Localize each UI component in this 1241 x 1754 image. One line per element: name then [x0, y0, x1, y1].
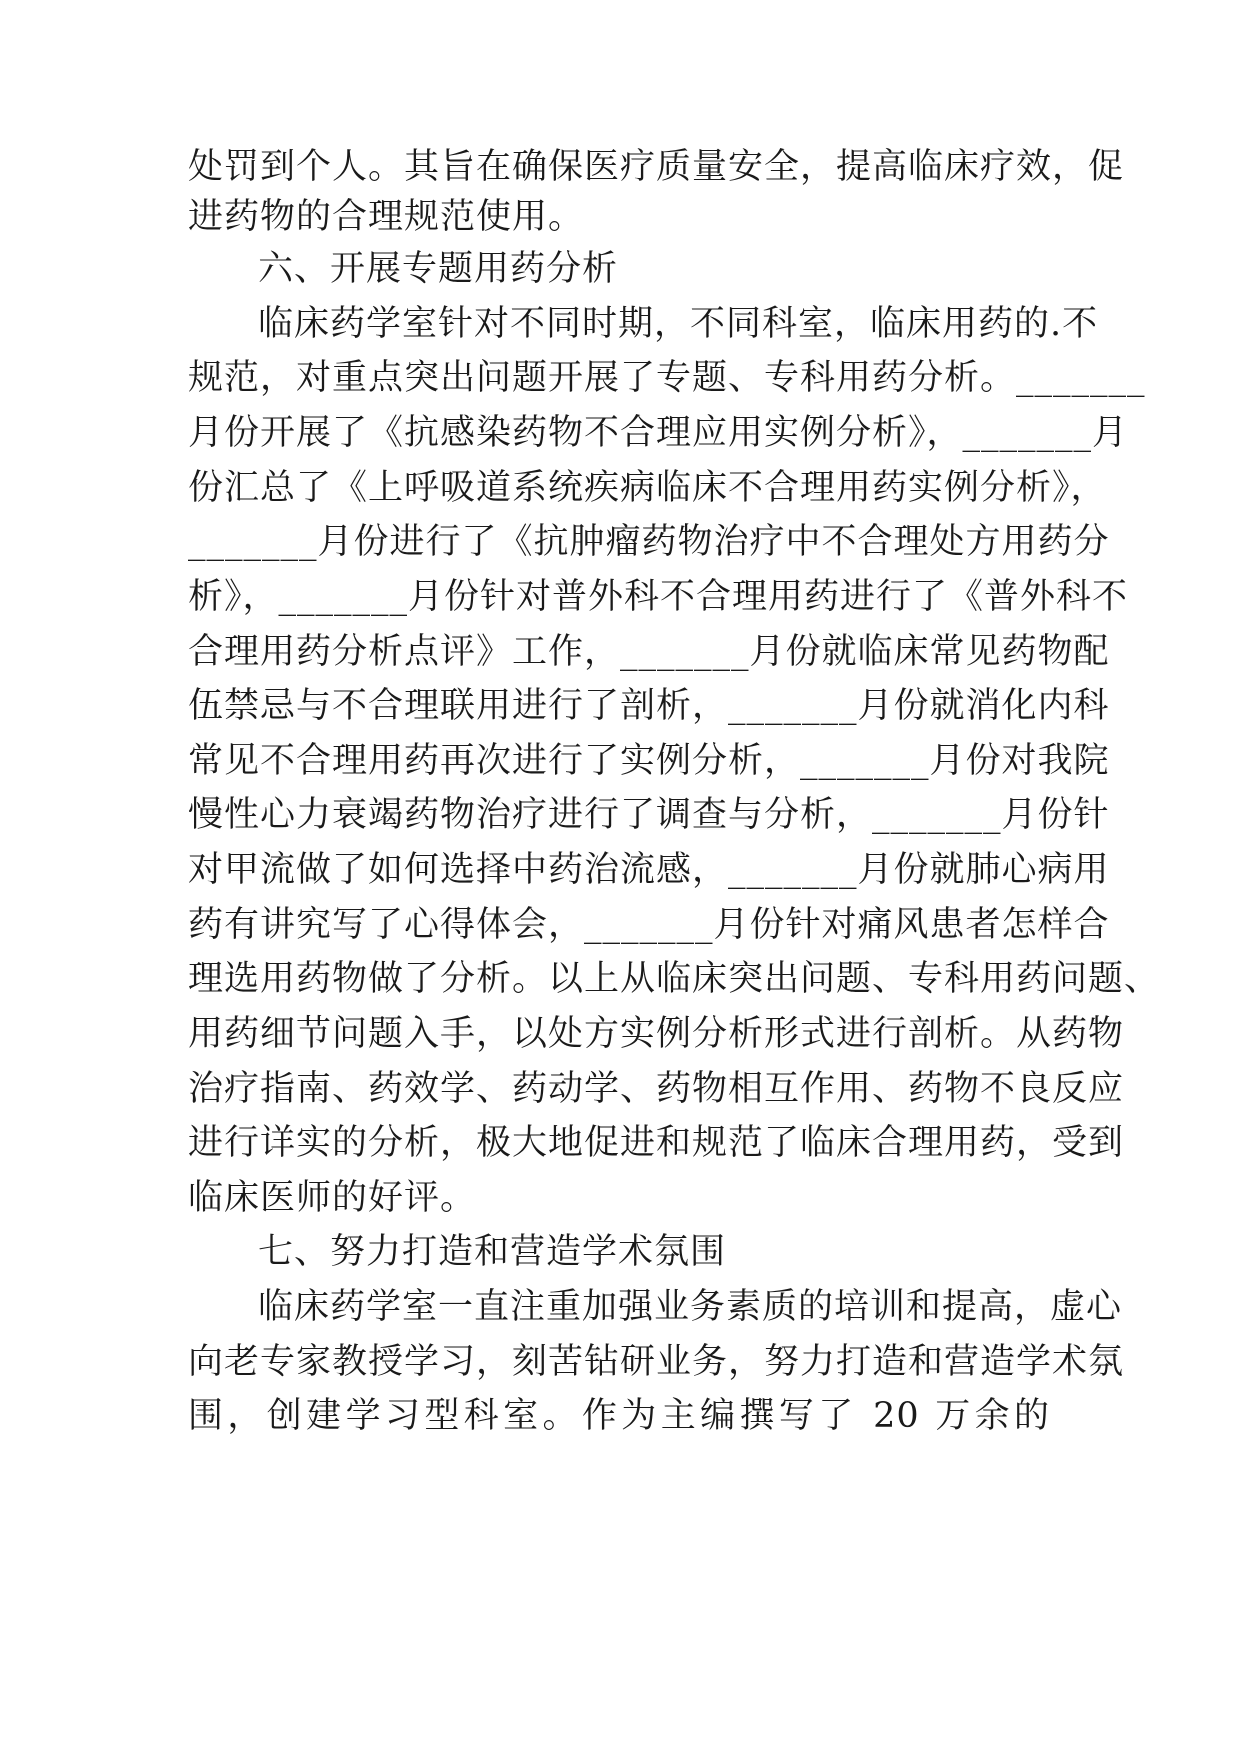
text-line: 进行详实的分析，极大地促进和规范了临床合理用药，受到 [188, 1123, 1125, 1163]
text-line: 用药细节问题入手，以处方实例分析形式进行剖析。从药物 [188, 1014, 1125, 1054]
text-line: 临床药学室针对不同时期，不同科室，临床用药的.不 [258, 304, 1099, 344]
text-line: 慢性心力衰竭药物治疗进行了调查与分析，_______月份针 [188, 795, 1110, 835]
text-line: 规范，对重点突出问题开展了专题、专科用药分析。_______ [188, 358, 1146, 398]
text-line: _______月份进行了《抗肿瘤药物治疗中不合理处方用药分 [188, 522, 1110, 562]
text-line: 进药物的合理规范使用。 [188, 197, 585, 237]
text-line: 理选用药物做了分析。以上从临床突出问题、专科用药问题、 [188, 959, 1161, 999]
text-line: 围，创建学习型科室。作为主编撰写了 20 万余的 [188, 1396, 1050, 1436]
text-line: 合理用药分析点评》工作，_______月份就临床常见药物配 [188, 632, 1110, 672]
text-line: 处罚到个人。其旨在确保医疗质量安全，提高临床疗效，促 [188, 147, 1125, 187]
text-line: 对甲流做了如何选择中药治流感，_______月份就肺心病用 [188, 850, 1110, 890]
text-line: 治疗指南、药效学、药动学、药物相互作用、药物不良反应 [188, 1069, 1125, 1109]
text-line: 析》，_______月份针对普外科不合理用药进行了《普外科不 [188, 577, 1129, 617]
text-line: 临床医师的好评。 [188, 1178, 477, 1218]
text-line: 份汇总了《上呼吸道系统疾病临床不合理用药实例分析》， [188, 468, 1107, 508]
text-line: 临床药学室一直注重加强业务素质的培训和提高，虚心 [258, 1287, 1123, 1327]
text-line: 常见不合理用药再次进行了实例分析，_______月份对我院 [188, 741, 1110, 781]
text-line: 药有讲究写了心得体会，_______月份针对痛风患者怎样合 [188, 905, 1110, 945]
section-heading: 六、开展专题用药分析 [258, 249, 619, 289]
text-line: 月份开展了《抗感染药物不合理应用实例分析》，_______月 [188, 413, 1129, 453]
section-heading: 七、努力打造和营造学术氛围 [258, 1232, 727, 1272]
text-line: 向老专家教授学习，刻苦钻研业务，努力打造和营造学术氛 [188, 1342, 1125, 1382]
text-line: 伍禁忌与不合理联用进行了剖析，_______月份就消化内科 [188, 686, 1110, 726]
